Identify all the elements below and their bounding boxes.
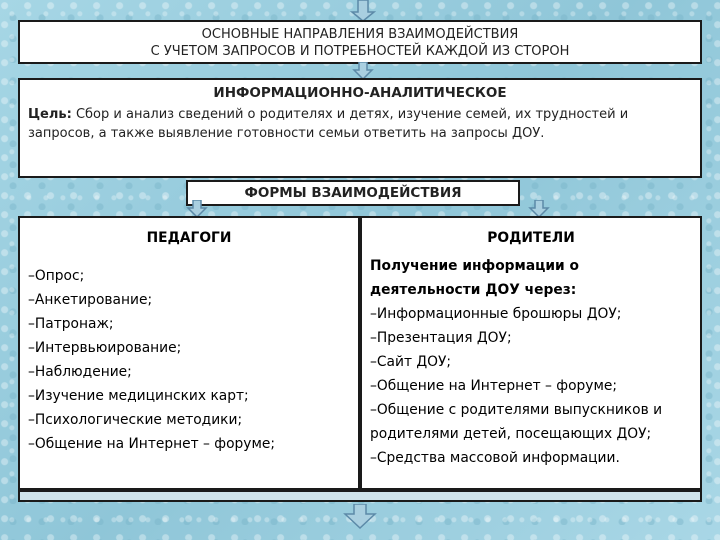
main-title-line1: ОСНОВНЫЕ НАПРАВЛЕНИЯ ВЗАИМОДЕЙСТВИЯ [201, 27, 519, 42]
goal-label: Цель: [28, 107, 72, 122]
parents-item: –Сайт ДОУ; [370, 354, 452, 370]
info-analytic-box [18, 78, 702, 178]
forms-box [186, 180, 520, 206]
parents-item: –Информационные брошюры ДОУ; [370, 306, 622, 322]
main-title-box [18, 20, 702, 64]
parents-lead: Получение информации о деятельности ДОУ через: [370, 258, 579, 298]
teachers-box [18, 216, 360, 490]
teachers-item: –Психологические методики; [28, 412, 243, 428]
parents-title: РОДИТЕЛИ [487, 230, 575, 246]
goal-paragraph [28, 105, 692, 143]
teachers-item: –Анкетирование; [28, 292, 153, 308]
top-arrow-icon [350, 0, 376, 22]
info-title: ИНФОРМАЦИОННО-АНАЛИТИЧЕСКОЕ [213, 85, 507, 101]
main-title-line2: С УЧЕТОМ ЗАПРОСОВ И ПОТРЕБНОСТЕЙ КАЖДОЙ ИЗ СТОРОН [150, 44, 570, 59]
parents-item: –Презентация ДОУ; [370, 330, 512, 346]
teachers-item: –Интервьюирование; [28, 340, 182, 356]
teachers-item: –Изучение медицинских карт; [28, 388, 249, 404]
teachers-item: –Опрос; [28, 268, 85, 284]
goal-text: Сбор и анализ сведений о родителях и детях, изучение семей, их трудностей и запросов, а также выявление готовности семьи ответить на запросы ДОУ. [28, 107, 629, 141]
teachers-item: –Общение на Интернет – форуме; [28, 436, 276, 452]
parents-item: –Общение на Интернет – форуме; [370, 378, 618, 394]
bottom-arrow-icon [342, 504, 378, 530]
teachers-item: –Патронаж; [28, 316, 114, 332]
parents-box [360, 216, 702, 490]
bottom-bar [18, 490, 702, 502]
parents-item: –Средства массовой информации. [370, 450, 620, 466]
teachers-title: ПЕДАГОГИ [146, 230, 232, 246]
parents-item: –Общение с родителями выпускников и родителями детей, посещающих ДОУ; [370, 402, 663, 442]
forms-title: ФОРМЫ ВЗАИМОДЕЙСТВИЯ [244, 185, 462, 201]
teachers-item: –Наблюдение; [28, 364, 132, 380]
